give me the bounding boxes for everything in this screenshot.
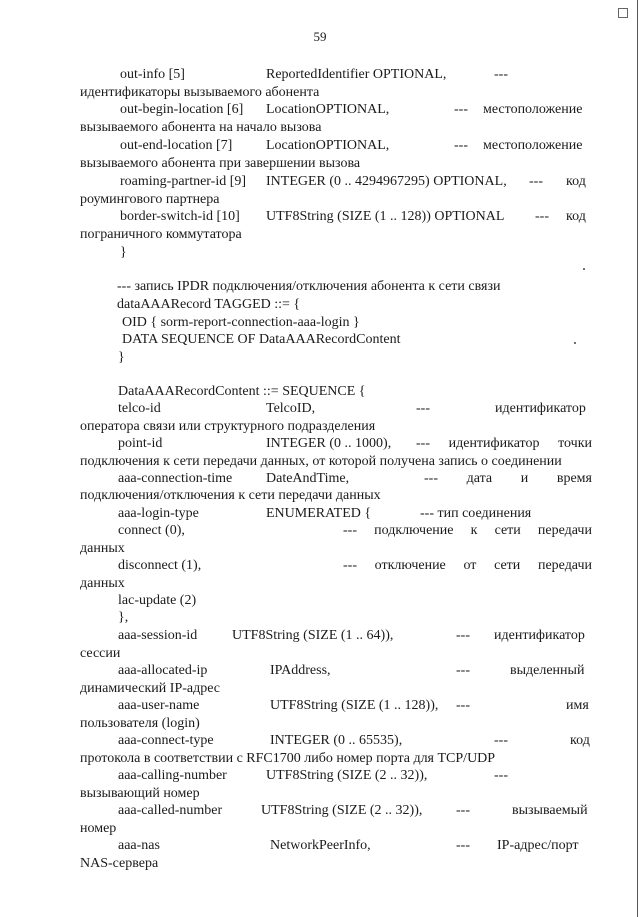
field-type: ENUMERATED {: [266, 506, 372, 521]
comment-text: вызываемого абонента на начало вызова: [80, 120, 322, 135]
comment-word: ---: [424, 471, 438, 486]
comment-text: подключения к сети передачи данных, от которой получена запись о соединении: [80, 454, 562, 469]
comment-justified: [424, 471, 592, 487]
comment-text: местоположение: [483, 102, 583, 117]
field-type: LocationOPTIONAL,: [266, 138, 390, 153]
field-type: DateAndTime,: [266, 471, 350, 486]
scan-speck: [574, 342, 576, 344]
field-type: IPAddress,: [270, 663, 331, 678]
field-name: roaming-partner-id [9]: [120, 174, 247, 189]
comment-word: подключение: [374, 523, 454, 538]
comment-dash: ---: [456, 838, 470, 853]
comment-justified: [416, 436, 592, 452]
comment-word: ---: [343, 558, 357, 573]
field-name: out-begin-location [6]: [120, 102, 244, 117]
section-comment: --- запись IPDR подключения/отключения абонента к сети связи: [117, 279, 501, 294]
comment-text: вызываемый: [512, 803, 588, 818]
comment-text: идентификатор: [495, 401, 586, 416]
code-line: DATA SEQUENCE OF DataAAARecordContent: [122, 332, 401, 347]
comment-word: идентификатор: [448, 436, 540, 451]
enum-item: lac-update (2): [118, 593, 197, 608]
page-number: 59: [313, 29, 327, 44]
comment-text: имя: [566, 698, 589, 713]
comment-dash: ---: [454, 102, 468, 117]
field-name: telco-id: [118, 401, 161, 416]
field-type: UTF8String (SIZE (2 .. 32)),: [261, 803, 423, 818]
comment-word: отключение: [374, 558, 446, 573]
comment-dash: ---: [456, 663, 470, 678]
field-name: aaa-connect-type: [118, 733, 214, 748]
field-name: aaa-calling-number: [118, 768, 227, 783]
comment-word: к: [470, 523, 478, 538]
field-type: NetworkPeerInfo,: [270, 838, 371, 853]
code-line: dataAAARecord TAGGED ::= {: [117, 297, 301, 312]
field-type: UTF8String (SIZE (1 .. 128)),: [270, 698, 439, 713]
comment-dash: ---: [456, 803, 470, 818]
field-type: ReportedIdentifier OPTIONAL,: [266, 67, 447, 82]
comment-text: код: [570, 733, 590, 748]
field-type: LocationOPTIONAL,: [266, 102, 390, 117]
comment-word: сети: [494, 558, 521, 573]
comment-word: ---: [343, 523, 357, 538]
scan-edge-line: [637, 0, 638, 917]
comment-text: выделенный: [510, 663, 585, 678]
enum-item: connect (0),: [118, 523, 185, 538]
field-type: UTF8String (SIZE (1 .. 64)),: [232, 628, 394, 643]
comment-dash: ---: [494, 67, 508, 82]
comment-text: местоположение: [483, 138, 583, 153]
comment-word: время: [556, 471, 592, 486]
field-name: aaa-allocated-ip: [118, 663, 208, 678]
comment-text: пограничного коммутатора: [80, 227, 242, 242]
comment-justified: [343, 523, 592, 539]
scan-corner-mark: [618, 8, 628, 18]
comment-text: данных: [80, 541, 125, 556]
comment-word: передачи: [537, 523, 592, 538]
closing-brace: }: [120, 245, 127, 260]
scan-speck: [583, 268, 585, 270]
field-type: TelcoID,: [266, 401, 316, 416]
comment-justified: [343, 558, 592, 574]
comment-dash: ---: [416, 401, 430, 416]
comment-text: номер: [80, 821, 117, 836]
field-type: UTF8String (SIZE (2 .. 32)),: [266, 768, 428, 783]
field-type: INTEGER (0 .. 4294967295) OPTIONAL,: [266, 174, 507, 189]
comment-text: подключения/отключения к сети передачи данных: [80, 488, 381, 503]
comment-word: дата: [466, 471, 493, 486]
comment-dash: ---: [529, 174, 543, 189]
comment-text: код: [566, 174, 586, 189]
field-name: aaa-called-number: [118, 803, 223, 818]
code-line: DataAAARecordContent ::= SEQUENCE {: [118, 384, 366, 399]
comment-text: вызываемого абонента при завершении вызова: [80, 156, 361, 171]
field-type: INTEGER (0 .. 1000),: [266, 436, 392, 451]
comment-word: передачи: [537, 558, 592, 573]
comment-text: протокола в соответствии с RFC1700 либо номер порта для TCP/UDP: [80, 751, 496, 766]
field-name: aaa-session-id: [118, 628, 198, 643]
comment-dash: ---: [494, 768, 508, 783]
field-name: aaa-connection-time: [118, 471, 233, 486]
code-line: OID { sorm-report-connection-aaa-login }: [122, 315, 360, 330]
comment-text: оператора связи или структурного подразделения: [80, 419, 376, 434]
field-name: out-end-location [7]: [120, 138, 233, 153]
comment-dash: ---: [535, 209, 549, 224]
comment-text: идентификаторы вызываемого абонента: [80, 85, 320, 100]
field-name: aaa-user-name: [118, 698, 200, 713]
comment-word: и: [520, 471, 529, 486]
field-name: aaa-login-type: [118, 506, 199, 521]
comment-text: данных: [80, 576, 125, 591]
field-name: point-id: [118, 436, 163, 451]
field-type: UTF8String (SIZE (1 .. 128)) OPTIONAL: [266, 209, 505, 224]
closing-brace: },: [118, 610, 129, 625]
field-name: out-info [5]: [120, 67, 185, 82]
comment-word: от: [463, 558, 477, 573]
comment-text: --- тип соединения: [420, 506, 532, 521]
field-name: aaa-nas: [118, 838, 160, 853]
comment-text: динамический IP-адрес: [80, 681, 220, 696]
comment-text: идентификатор: [494, 628, 585, 643]
comment-text: вызывающий номер: [80, 786, 200, 801]
comment-text: NAS-сервера: [80, 856, 159, 871]
comment-text: код: [566, 209, 586, 224]
comment-dash: ---: [456, 628, 470, 643]
comment-text: IP-адрес/порт: [497, 838, 579, 853]
field-name: border-switch-id [10]: [120, 209, 240, 224]
comment-text: пользователя (login): [80, 716, 200, 731]
comment-dash: ---: [456, 698, 470, 713]
comment-word: ---: [416, 436, 430, 451]
comment-text: сессии: [80, 646, 121, 661]
comment-word: точки: [558, 436, 592, 451]
comment-word: сети: [494, 523, 521, 538]
field-type: INTEGER (0 .. 65535),: [270, 733, 403, 748]
comment-text: роумингового партнера: [80, 192, 220, 207]
comment-dash: ---: [494, 733, 508, 748]
comment-dash: ---: [454, 138, 468, 153]
closing-brace: }: [118, 350, 125, 365]
enum-item: disconnect (1),: [118, 558, 202, 573]
